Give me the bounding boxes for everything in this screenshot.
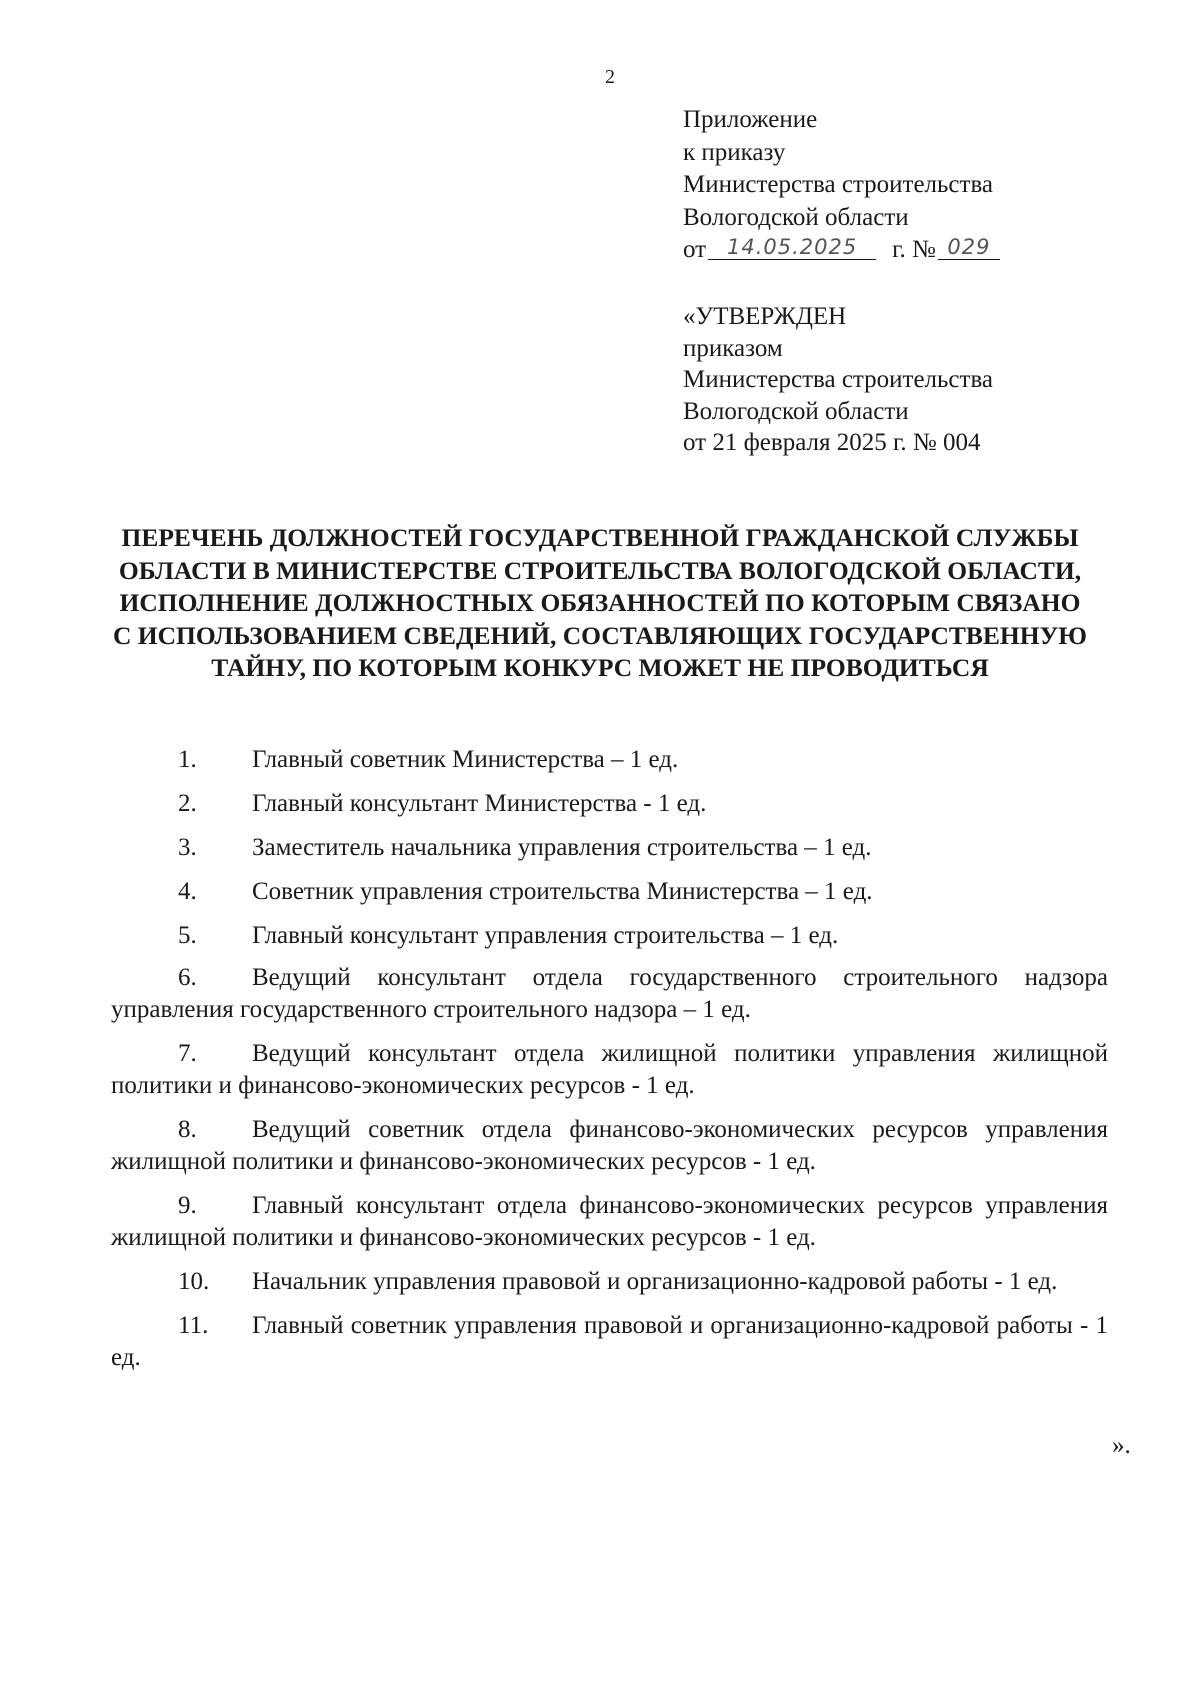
- year-suffix: г. №: [892, 236, 936, 263]
- item-text: Главный консультант отдела финансово-экономических ресурсов управления жилищной политики и финансово-экономических ресурсов - 1 ед.: [111, 1192, 1108, 1251]
- item-number: 11.: [178, 1312, 209, 1339]
- item-number: 3.: [178, 834, 197, 861]
- list-item: [111, 1310, 1108, 1374]
- approved-line: приказом: [683, 334, 783, 362]
- item-number: 7.: [178, 1040, 197, 1067]
- approved-line: Вологодской области: [683, 397, 909, 425]
- document-heading: ПЕРЕЧЕНЬ ДОЛЖНОСТЕЙ ГОСУДАРСТВЕННОЙ ГРАЖДАНСКОЙ СЛУЖБЫ ОБЛАСТИ В МИНИСТЕРСТВЕ СТРОИТЕЛЬСТВА ВОЛОГОДСКОЙ ОБЛАСТИ, ИСПОЛНЕНИЕ ДОЛЖНОСТНЫХ ОБЯЗАННОСТЕЙ ПО КОТОРЫМ СВЯЗАНО С ИСПОЛЬЗОВАНИЕМ СВЕДЕНИЙ, СОСТАВЛЯЮЩИХ ГОСУДАРСТВЕННУЮ ТАЙНУ, ПО КОТОРЫМ КОНКУРС МОЖЕТ НЕ ПРОВОДИТЬСЯ: [112, 523, 1088, 682]
- page-number: 2: [605, 66, 615, 88]
- item-text: Советник управления строительства Министерства – 1 ед.: [252, 878, 873, 905]
- item-number: 2.: [178, 790, 197, 817]
- item-text: Главный консультант управления строительства – 1 ед.: [252, 922, 839, 949]
- closing-quote: ».: [1112, 1432, 1131, 1459]
- list-item: [111, 788, 1108, 820]
- list-item: [111, 744, 1108, 776]
- list-item: [111, 1266, 1108, 1298]
- approved-block: [683, 301, 993, 459]
- list-item: [111, 876, 1108, 908]
- appendix-block: [683, 104, 1000, 267]
- handwritten-order-number: 029: [938, 235, 1000, 260]
- item-text: Главный советник управления правовой и организационно-кадровой работы - 1 ед.: [111, 1312, 1108, 1371]
- approved-line: Министерства строительства: [683, 366, 994, 393]
- list-item: [111, 1190, 1108, 1254]
- item-text: Главный консультант Министерства - 1 ед.: [252, 790, 707, 817]
- approved-line: «УТВЕРЖДЕН: [683, 303, 847, 330]
- list-item: [111, 1038, 1108, 1102]
- item-number: 5.: [178, 922, 197, 949]
- item-text: Начальник управления правовой и организационно-кадровой работы - 1 ед.: [252, 1268, 1058, 1295]
- list-item: [111, 962, 1108, 1026]
- approved-line: от 21 февраля 2025 г. № 004: [683, 429, 981, 456]
- appendix-line: к приказу: [683, 138, 786, 166]
- item-text: Ведущий консультант отдела государственного строительного надзора управления государственного строительного надзора – 1 ед.: [111, 964, 1108, 1023]
- item-number: 8.: [178, 1116, 197, 1143]
- positions-list: [111, 744, 1108, 1374]
- appendix-date-line: [683, 234, 1000, 267]
- item-number: 1.: [178, 746, 197, 773]
- appendix-line: Приложение: [683, 106, 818, 133]
- list-item: [111, 920, 1108, 952]
- list-item: [111, 832, 1108, 864]
- item-text: Заместитель начальника управления строительства – 1 ед.: [252, 834, 872, 861]
- appendix-line: Министерства строительства: [683, 171, 994, 198]
- list-item: [111, 1114, 1108, 1178]
- item-number: 9.: [178, 1192, 197, 1219]
- date-prefix: от: [683, 236, 707, 263]
- item-number: 4.: [178, 878, 197, 905]
- item-number: 6.: [178, 964, 197, 991]
- appendix-line: Вологодской области: [683, 203, 909, 231]
- item-text: Ведущий консультант отдела жилищной политики управления жилищной политики и финансово-экономических ресурсов - 1 ед.: [111, 1040, 1108, 1099]
- handwritten-date: 14.05.2025: [708, 235, 876, 260]
- item-number: 10.: [178, 1268, 210, 1295]
- item-text: Главный советник Министерства – 1 ед.: [252, 746, 679, 773]
- item-text: Ведущий советник отдела финансово-экономических ресурсов управления жилищной политики и финансово-экономических ресурсов - 1 ед.: [111, 1116, 1108, 1175]
